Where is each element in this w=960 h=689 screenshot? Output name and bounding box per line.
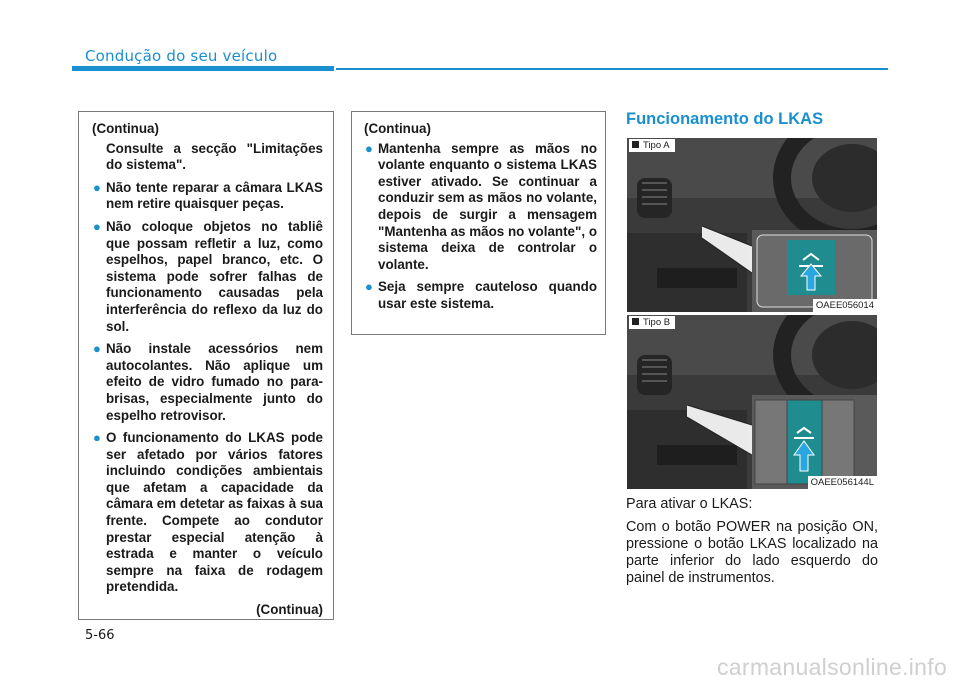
bullet-dot-icon: ●: [365, 140, 373, 156]
square-bullet-icon: [632, 141, 639, 148]
warning-box-middle: [351, 111, 606, 335]
lkas-section-title: Funcionamento do LKAS: [626, 110, 824, 128]
bullet-dot-icon: ●: [93, 179, 101, 195]
continue-tail: (Continua): [256, 602, 323, 618]
bullet-dot-icon: ●: [93, 430, 101, 446]
bullet-item: ● Mantenha sempre as mãos no volante enquanto o sistema LKAS estiver ativado. Se continuar a conduzir sem as mãos no volante, depois de surgir a mensagem "Mantenha as mãos no volante", o sistema deixa de controlar o volante.: [365, 140, 597, 272]
page-number: 5-66: [85, 628, 115, 643]
figure-code: OAEE056014: [813, 299, 877, 312]
continue-head: (Continua): [364, 121, 431, 136]
paragraph: Para ativar o LKAS:: [626, 496, 753, 512]
header-rule-thick: [72, 66, 334, 71]
bullet-dot-icon: ●: [93, 341, 101, 357]
bullet-item: ● Seja sempre cauteloso quando usar este sistema.: [365, 279, 597, 311]
figure-code: OAEE056144L: [808, 476, 877, 489]
bullet-item: ● Não coloque objetos no tabliê que possam refletir a luz, como espelhos, papel branco, etc. O sistema pode sofrer falhas de funcionamento causadas pela interferência do reflexo da luz do sol.: [93, 218, 323, 334]
paragraph: Com o botão POWER na posição ON, pressione o botão LKAS localizado na parte inferior do lado esquerdo do painel de instrumentos.: [626, 519, 878, 586]
dashboard-illustration-b: [627, 315, 877, 489]
warning-box-left: [78, 111, 334, 620]
bullet-item: ● Não instale acessórios nem autocolantes. Não aplique um efeito de vidro fumado no para-brisas, especialmente junto do espelho retrovisor.: [93, 341, 323, 423]
dashboard-illustration-a: [627, 138, 877, 312]
bullet-dot-icon: ●: [365, 279, 373, 295]
figure-type-label: Tipo A: [629, 139, 675, 152]
bullet-dot-icon: ●: [93, 218, 101, 234]
figure-tipo-b: [627, 315, 877, 489]
figure-type-label: Tipo B: [629, 316, 675, 329]
watermark: carmanualsonline.info: [717, 654, 948, 680]
body-text: [626, 496, 878, 593]
continue-head: (Continua): [92, 121, 159, 136]
bullet-item: ● Não tente reparar a câmara LKAS nem retire quaisquer peças.: [93, 179, 323, 212]
figure-tipo-a: [627, 138, 877, 312]
section-title: Condução do seu veículo: [85, 47, 278, 65]
square-bullet-icon: [632, 318, 639, 325]
box-intro-text: Consulte a secção "Limitações do sistema".: [106, 140, 323, 173]
bullet-item: ● O funcionamento do LKAS pode ser afetado por vários fatores incluindo condições ambientais que afetam a capacidade da câmara em detetar as faixas à sua frente. Compete ao condutor prestar especial atenção à estrada e manter o veículo sempre na faixa de rodagem pretendida.: [93, 430, 323, 595]
header-rule-thin: [336, 68, 888, 70]
